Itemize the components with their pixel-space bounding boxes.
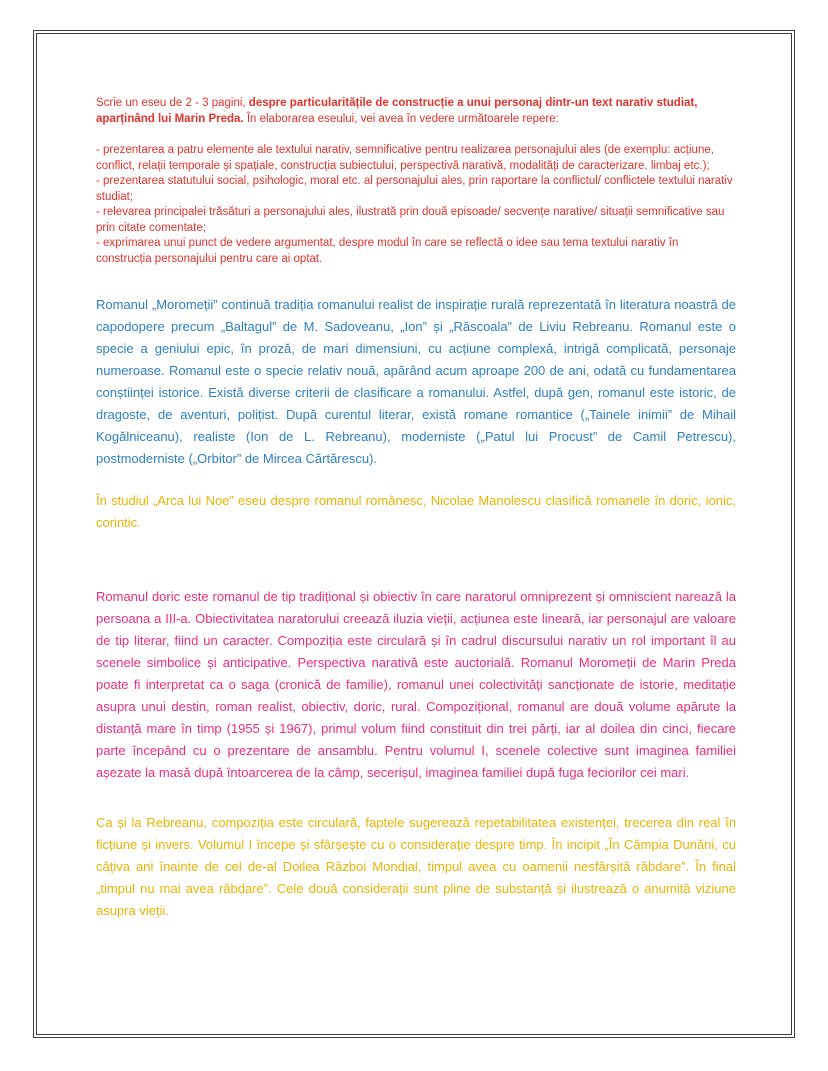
requirement-item-4: - exprimarea unui punct de vedere argumentat, despre modul în care se reflectă o idee sau tema textului narativ în construcția personajului pentru care ai optat.: [96, 237, 679, 265]
essay-body: [96, 294, 736, 922]
paragraph-roman-doric: Romanul doric este romanul de tip tradițional și obiectiv în care naratorul omniprezent și omniscient narează la persoana a III-a. Obiectivitatea naratorului creează iluzia vieții, acțiunea este lineară, iar personajul are valoare de tip literar, fiind un caracter. Compoziția este circulară și în cadrul discursului narativ un rol important îl au scenele simbolice și anticipative. Perspectiva narativă este auctorială. Romanul Moromeții de Marin Preda poate fi interpretat ca o saga (cronică de familie), romanul unei colectivități sancționate de istorie, meditație asupra unui destin, roman realist, obiectiv, doric, rural. Compozițional, romanul are două volume apărute la distanță mare în timp (1955 și 1967), primul volum fiind constituit din trei părți, iar al doilea din cinci, fiecare parte începând cu o prezentare de ansamblu. Pentru volumul I, scenele colective sunt imaginea familiei așezate la masă după întoarcerea de la câmp, secerișul, imaginea familiei după fuga feciorilor cei mari.: [96, 589, 736, 780]
page-border-frame: [33, 30, 795, 1038]
paragraph-roman-morometii: Romanul „Moromeții” continuă tradiția romanului realist de inspirație rurală reprezentată în literatura noastră de capodopere precum „Baltagul” de M. Sadoveanu, „Ion” și „Răscoala” de Liviu Rebreanu. Romanul este o specie a geniului epic, în proză, de mari dimensiuni, cu acțiune complexă, intrigă complicată, personaje numeroase. Romanul este o specie relativ nouă, apărând acum aproape 200 de ani, odată cu fundamentarea conștiinței istorice. Există diverse criterii de clasificare a romanului. Astfel, după gen, romanul este istoric, de dragoste, de aventuri, polițist. După curentul literar, există romane romantice („Tainele inimii” de Mihail Kogălniceanu), realiste (Ion de L. Rebreanu), moderniste („Patul lui Procust” de Camil Petrescu), postmoderniste („Orbitor” de Mircea Cărtărescu).: [96, 297, 736, 466]
paragraph-manolescu-classification: În studiul „Arca lui Noe” eseu despre romanul românesc, Nicolae Manolescu clasifică romanele în doric, ionic, corintic.: [96, 493, 736, 530]
requirement-item-1: - prezentarea a patru elemente ale textului narativ, semnificative pentru realizarea personajului ales (de exemplu: acțiune, conflict, relații temporale și spațiale, construcția subiectului, perspectivă narativă, modalități de caracterizare, limbaj etc.);: [96, 144, 714, 172]
prompt-topic-bold: despre particularitățile de construcție a unui personaj dintr-un text narativ studiat, aparținând lui Marin Preda.: [96, 97, 698, 125]
prompt-intro-text: Scrie un eseu de 2 - 3 pagini,: [96, 97, 249, 109]
page-content: [37, 34, 791, 922]
paragraph-circular-composition: Ca și la Rebreanu, compoziția este circulară, faptele sugerează repetabilitatea existenței, trecerea din real în ficțiune și invers. Volumul I începe și sfârșește cu o considerație despre timp. În incipit „În Câmpia Dunării, cu câțiva ani înainte de cel de-al Doilea Război Mondial, timpul avea cu oamenii nesfârșită răbdare”. În final „timpul nu mai avea răbdare”. Cele două considerații sunt pline de substanță și ilustrează o anumită viziune asupra vieții.: [96, 815, 736, 918]
requirement-item-2: - prezentarea statutului social, psihologic, moral etc. al personajului ales, prin raportare la conflictul/ conflictele textului narativ studiat;: [96, 175, 733, 203]
requirements-list: [96, 143, 736, 267]
essay-prompt: [96, 96, 736, 127]
prompt-closing-text: În elaborarea eseului, vei avea în vedere următoarele repere:: [243, 112, 559, 125]
requirement-item-3: - relevarea principalei trăsături a personajului ales, ilustrată prin două episoade/ secvențe narative/ situații semnificative sau prin citate comentate;: [96, 206, 725, 234]
